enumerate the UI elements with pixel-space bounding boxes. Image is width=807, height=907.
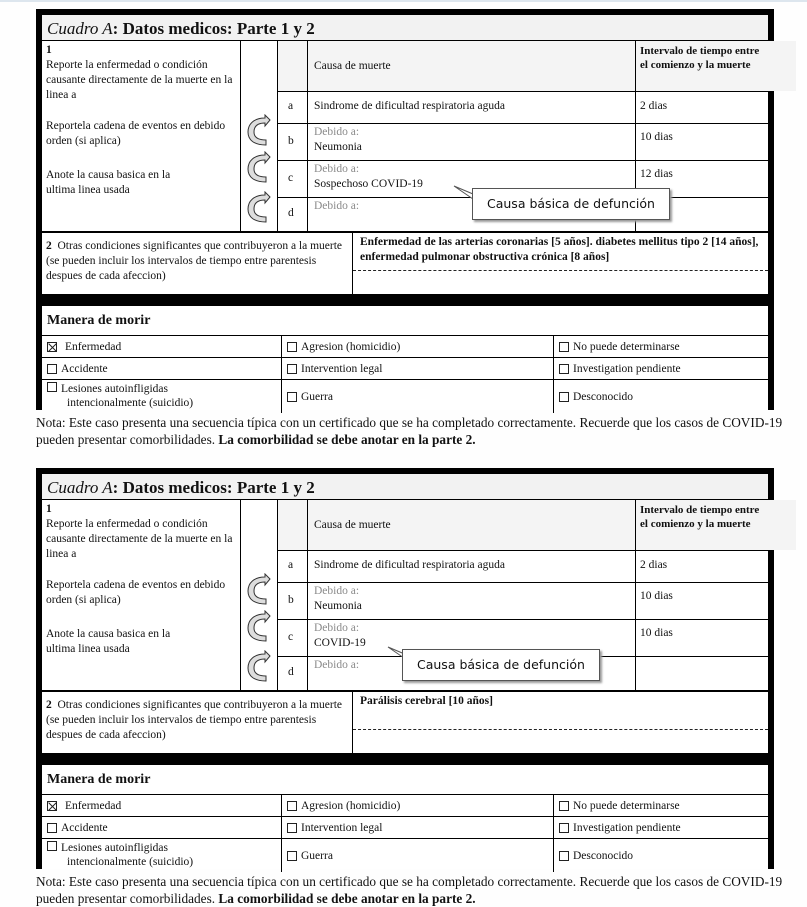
manner-title: Manera de morir	[42, 306, 768, 336]
manner-row	[42, 358, 768, 380]
manner-option-label: Lesiones autoinfligidas intencionalmente (suicidio)	[61, 842, 194, 868]
manner-option-label: No puede determinarse	[573, 340, 680, 353]
manner-option-label: Guerra	[301, 390, 333, 403]
checkbox-icon[interactable]	[47, 364, 57, 374]
curved-arrow-icon	[246, 191, 274, 225]
manner-option[interactable]	[281, 380, 553, 413]
manner-option[interactable]	[42, 380, 281, 413]
part-1-instructions	[46, 502, 236, 657]
checked-checkbox-icon[interactable]	[47, 342, 57, 352]
cause-line-b[interactable]	[314, 125, 629, 155]
manner-option[interactable]	[553, 380, 768, 413]
other-conditions-value[interactable]: Enfermedad de las arterias coronarias [5 años]. diabetes mellitus tipo 2 [14 años], enfermedad pulmonar obstructiva crónica [8 años]	[360, 236, 759, 263]
instruction-underlying-cause: Anote la causa basica en la ultima linea usada	[46, 169, 171, 196]
interval-header: Intervalo de tiempo entre el comienzo y la muerte	[640, 45, 760, 71]
part-1	[42, 41, 768, 233]
curved-arrow-icon	[246, 151, 274, 185]
line-letter: c	[288, 171, 294, 184]
part-2-label: 2 Otras condiciones significantes que contribuyeron a la muerte (se pueden incluir los intervalos de tiempo entre parentesis despues de cada afeccion)	[46, 699, 343, 741]
checkbox-icon[interactable]	[287, 823, 297, 833]
manner-option[interactable]	[553, 358, 768, 379]
interval-header: Intervalo de tiempo entre el comienzo y la muerte	[640, 504, 760, 530]
interval-value[interactable]: 2 dias	[640, 559, 668, 571]
interval-value[interactable]: 10 dias	[640, 131, 673, 143]
manner-option[interactable]	[42, 358, 281, 379]
other-conditions-value[interactable]: Parálisis cerebral [10 años]	[360, 695, 493, 707]
instruction-chain: Reportela cadena de eventos en debido orden (si aplica)	[46, 120, 226, 147]
due-to-label: Debido a:	[314, 200, 360, 212]
instruction-line-a: Reporte la enfermedad o condición causante directamente de la muerte en la linea a	[46, 518, 233, 560]
manner-option-label: Intervention legal	[301, 821, 383, 834]
manner-option-label: Investigation pendiente	[573, 821, 681, 834]
due-to-label: Debido a:	[314, 126, 360, 138]
checkbox-icon[interactable]	[559, 364, 569, 374]
manner-option-label: Enfermedad	[65, 340, 122, 353]
part-2	[42, 233, 768, 303]
manner-option[interactable]	[281, 817, 553, 838]
checked-checkbox-icon[interactable]	[47, 801, 57, 811]
curved-arrow-icon	[246, 573, 274, 607]
part-number: 1	[46, 503, 52, 515]
cause-value: COVID-19	[314, 637, 366, 649]
manner-option-label: Accidente	[61, 362, 108, 375]
line-letter: b	[288, 593, 294, 606]
cause-value: Sospechoso COVID-19	[314, 178, 423, 190]
interval-value[interactable]: 10 dias	[640, 627, 673, 639]
part-1-instructions	[46, 43, 236, 198]
cause-line-a[interactable]: Sindrome de dificultad respiratoria aguda	[314, 559, 505, 571]
line-letter: d	[288, 666, 294, 678]
checkbox-icon[interactable]	[559, 342, 569, 352]
interval-value[interactable]: 2 dias	[640, 100, 668, 112]
cause-line-b[interactable]	[314, 584, 629, 614]
checkbox-icon[interactable]	[287, 364, 297, 374]
instruction-chain: Reportela cadena de eventos en debido orden (si aplica)	[46, 579, 226, 606]
manner-option[interactable]	[553, 817, 768, 838]
due-to-label: Debido a:	[314, 585, 360, 597]
cause-value: Neumonia	[314, 600, 362, 612]
manner-option[interactable]	[42, 817, 281, 838]
manner-of-death-panel	[36, 759, 774, 869]
checkbox-icon[interactable]	[47, 823, 57, 833]
manner-option-label: Guerra	[301, 849, 333, 862]
checkbox-icon[interactable]	[559, 823, 569, 833]
due-to-label: Debido a:	[314, 163, 360, 175]
manner-option-label: Intervention legal	[301, 362, 383, 375]
checkbox-icon[interactable]	[287, 851, 297, 861]
manner-option[interactable]	[553, 839, 768, 872]
line-letter: a	[288, 559, 294, 571]
underlying-cause-callout: Causa básica de defunción	[472, 188, 670, 220]
manner-option[interactable]	[281, 358, 553, 379]
manner-option-label: Agresion (homicidio)	[301, 799, 401, 812]
card-title: Cuadro A: Datos medicos: Parte 1 y 2	[42, 15, 768, 41]
due-to-label: Debido a:	[314, 659, 360, 671]
manner-option[interactable]	[42, 795, 281, 816]
cause-value: Neumonia	[314, 141, 362, 153]
card-title: Cuadro A: Datos medicos: Parte 1 y 2	[42, 474, 768, 500]
manner-option-label: Enfermedad	[65, 799, 122, 812]
manner-option-label: Agresion (homicidio)	[301, 340, 401, 353]
part-number: 1	[46, 44, 52, 56]
manner-option[interactable]	[281, 839, 553, 872]
manner-of-death-panel	[36, 300, 774, 410]
line-letter: c	[288, 630, 294, 643]
manner-option-label: Investigation pendiente	[573, 362, 681, 375]
manner-option[interactable]	[42, 336, 281, 357]
curved-arrow-icon	[246, 610, 274, 644]
manner-row	[42, 817, 768, 839]
manner-row	[42, 380, 768, 413]
manner-row	[42, 839, 768, 872]
cause-line-a[interactable]: Sindrome de dificultad respiratoria aguda	[314, 100, 505, 112]
cause-line-c[interactable]	[314, 621, 629, 651]
checkbox-icon[interactable]	[559, 801, 569, 811]
underlying-cause-callout: Causa básica de defunción	[402, 649, 600, 681]
checkbox-icon[interactable]	[287, 801, 297, 811]
checkbox-icon[interactable]	[287, 342, 297, 352]
checkbox-icon[interactable]	[559, 851, 569, 861]
cause-of-death-header: Causa de muerte	[314, 60, 391, 72]
checkbox-icon[interactable]	[559, 392, 569, 402]
checkbox-icon[interactable]	[47, 841, 57, 851]
checkbox-icon[interactable]	[287, 392, 297, 402]
line-letter: b	[288, 134, 294, 147]
checkbox-icon[interactable]	[47, 382, 57, 392]
line-letter: d	[288, 207, 294, 219]
manner-option-label: Accidente	[61, 821, 108, 834]
manner-option-label: Lesiones autoinfligidas intencionalmente (suicidio)	[61, 383, 194, 409]
line-letter: a	[288, 100, 294, 112]
instruction-line-a: Reporte la enfermedad o condición causante directamente de la muerte en la linea a	[46, 59, 233, 101]
part-2-label: 2 Otras condiciones significantes que contribuyeron a la muerte (se pueden incluir los intervalos de tiempo entre parentesis despues de cada afeccion)	[46, 240, 343, 282]
curved-arrow-icon	[246, 114, 274, 148]
manner-option[interactable]	[281, 795, 553, 816]
manner-title: Manera de morir	[42, 765, 768, 795]
instruction-underlying-cause: Anote la causa basica en la ultima linea usada	[46, 628, 171, 655]
interval-value[interactable]: 12 dias	[640, 168, 673, 180]
manner-option[interactable]	[42, 839, 281, 872]
note: Nota: Este caso presenta una secuencia típica con un certificado que se ha completado correctamente. Recuerde que los casos de COVID-19 pueden presentar comorbilidades. La comorbilidad se debe anotar en la parte 2.	[36, 415, 783, 447]
cause-of-death-header: Causa de muerte	[314, 519, 391, 531]
top-bar	[0, 0, 807, 2]
manner-option-label: Desconocido	[573, 849, 634, 862]
part-2	[42, 692, 768, 762]
note: Nota: Este caso presenta una secuencia típica con un certificado que se ha completado correctamente. Recuerde que los casos de COVID-19 pueden presentar comorbilidades. La comorbilidad se debe anotar en la parte 2.	[36, 874, 783, 906]
manner-option-label: Desconocido	[573, 390, 634, 403]
medical-data-panel	[36, 468, 774, 759]
interval-value[interactable]: 10 dias	[640, 590, 673, 602]
manner-option[interactable]	[553, 336, 768, 357]
medical-data-panel	[36, 9, 774, 300]
curved-arrow-icon	[246, 650, 274, 684]
part-1	[42, 500, 768, 692]
due-to-label: Debido a:	[314, 622, 360, 634]
manner-row	[42, 336, 768, 358]
manner-option[interactable]	[281, 336, 553, 357]
manner-option[interactable]	[553, 795, 768, 816]
manner-option-label: No puede determinarse	[573, 799, 680, 812]
manner-row	[42, 795, 768, 817]
